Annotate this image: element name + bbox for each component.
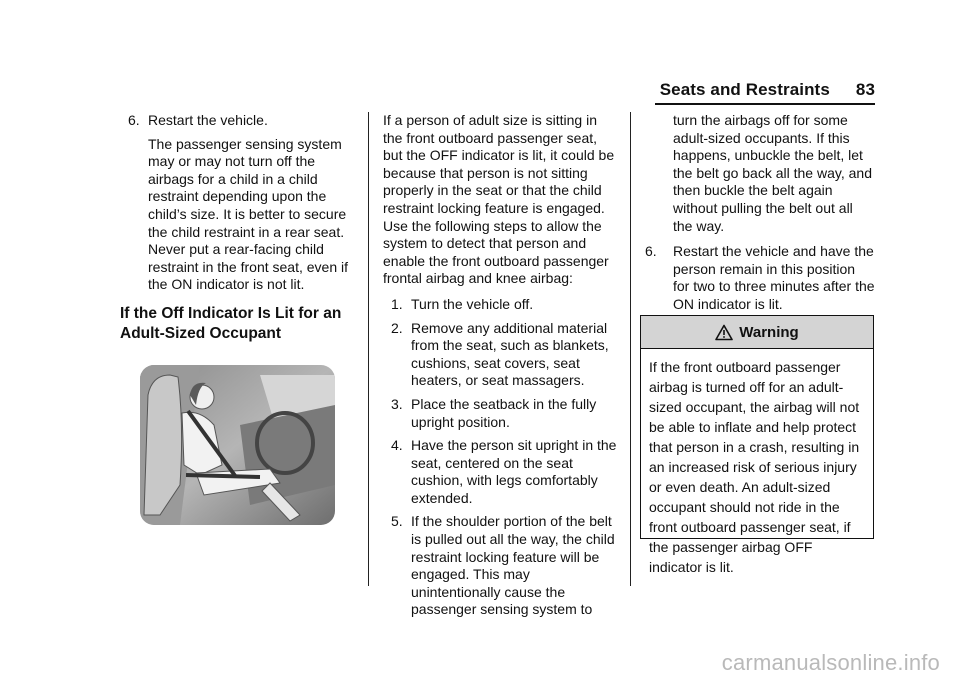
column-3 [645, 112, 875, 320]
step-3: 3. Place the seatback in the fully upright position. [391, 395, 597, 430]
intro-paragraph: If a person of adult size is sitting in the front outboard passenger seat, but the OFF indicator is lit, it could be because that person is not sitting properly in the seat or that the child restraint locking feature is engaged. Use the following steps to allow the system to detect that person and enable the front outboard passenger frontal airbag and knee airbag: [383, 112, 615, 287]
step-6: 6. Restart the vehicle. [128, 112, 268, 128]
illustration-passenger-seated [140, 365, 335, 525]
section-title: Seats and Restraints [659, 80, 830, 99]
step-6-restart: 6. Restart the vehicle and have the person remain in this position for two to three minutes after the ON indicator is lit. [645, 243, 875, 312]
page-number: 83 [855, 80, 875, 99]
step-4: 4. Have the person sit upright in the seat, centered on the seat cushion, with legs comfortably extended. [391, 437, 617, 506]
step-5-continued: turn the airbags off for some adult-sized occupants. If this happens, unbuckle the belt, let the belt go back all the way, and then buckle the belt again without pulling the belt out all the way. [673, 112, 872, 234]
page-header [0, 80, 875, 100]
column-divider [630, 112, 631, 586]
step-1: 1. Turn the vehicle off. [391, 295, 534, 312]
warning-triangle-icon [715, 324, 733, 341]
section-heading: If the Off Indicator Is Lit for an Adult-Sized Occupant [120, 304, 342, 342]
warning-text: If the front outboard passenger airbag is turned off for an adult-sized occupant, the airbag will not be able to inflate and help protect that person in a crash, resulting in an increased risk of serious injury or even death. An adult-sized occupant should not ride in the front outboard passenger seat, if the passenger airbag OFF indicator is lit. [649, 359, 860, 575]
warning-header [641, 316, 873, 349]
column-2 [383, 112, 618, 625]
column-divider [368, 112, 369, 586]
step-5: 5. If the shoulder portion of the belt is pulled out all the way, the child restraint locking feature will be engaged. This may unintentionally cause the passenger sensing system to [391, 513, 615, 618]
passenger-illustration [140, 365, 335, 525]
step-2: 2. Remove any additional material from the seat, such as blankets, cushions, seat covers, seat heaters, or seat massagers. [391, 319, 609, 389]
column-1 [120, 112, 355, 344]
warning-title: Warning [739, 323, 799, 341]
step-6-detail: The passenger sensing system may or may not turn off the airbags for a child in a child restraint depending upon the child’s size. It is better to secure the child restraint in a rear seat. Never put a rear-facing child restraint in the front seat, even if the ON indicator is not lit. [148, 135, 348, 293]
warning-box [640, 315, 874, 575]
header-rule [655, 103, 875, 105]
watermark: carmanualsonline.info [721, 650, 940, 675]
